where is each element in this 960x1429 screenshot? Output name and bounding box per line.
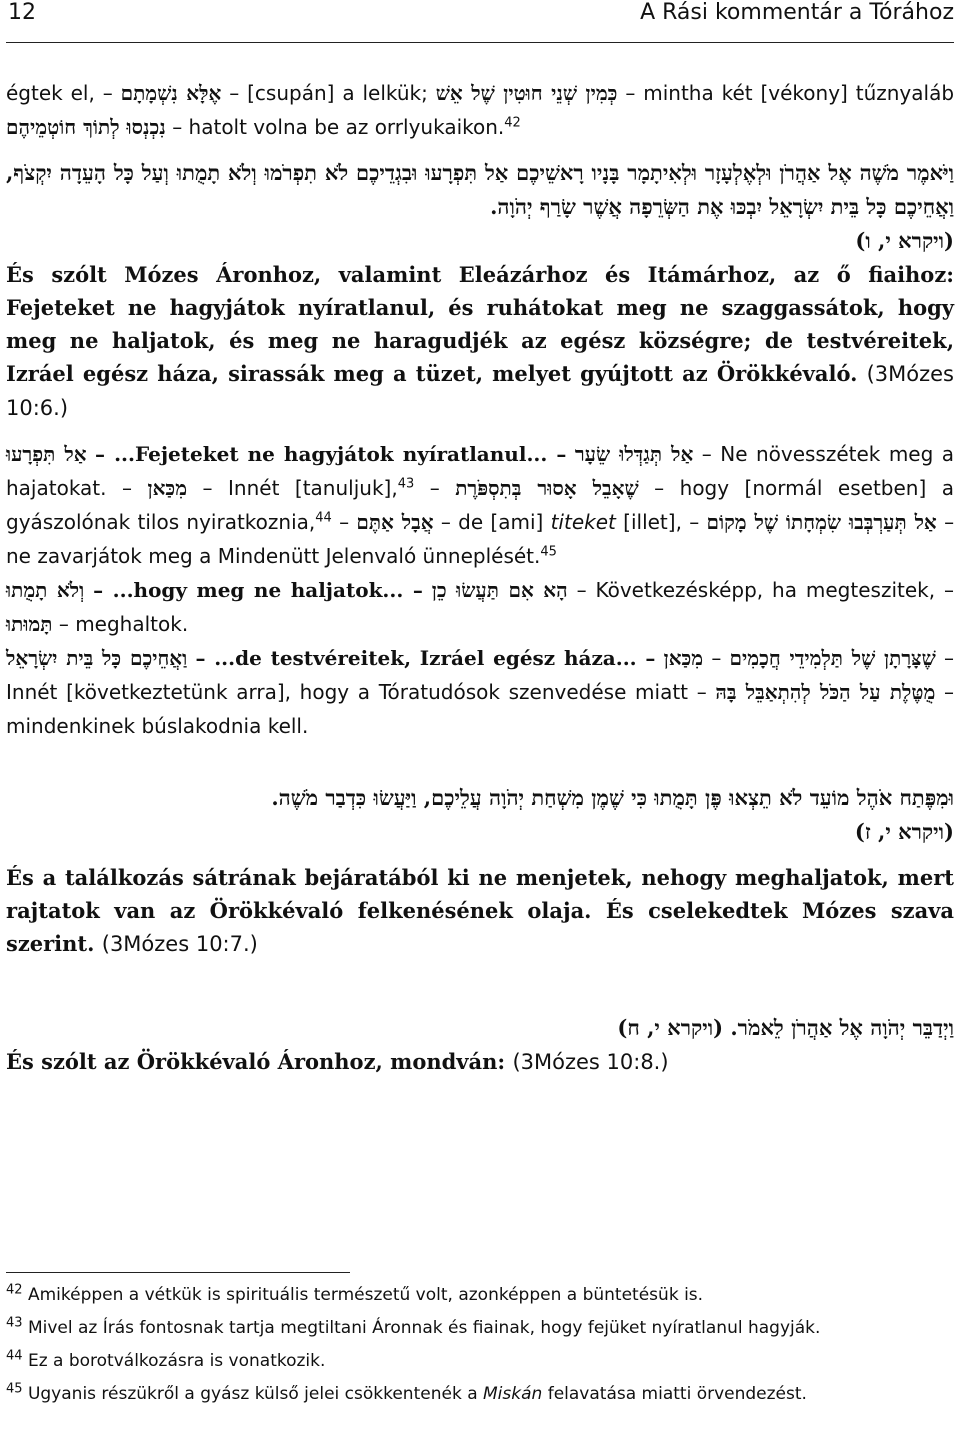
verse-8-hebrew: וַיְדַבֵּר יְהֹוָה אֶל אַהֲרֹן לֵאמֹר. (ויקרא י, ח) <box>617 1015 954 1040</box>
running-header <box>6 0 954 43</box>
verse-8-translation: És szólt az Örökkévaló Áronhoz, mondván: (3Mózes 10:8.) <box>6 1049 669 1074</box>
footnote-43: $^{43}$ Mivel az Írás fontosnak tartja megtiltani Áronnak és fiainak, hogy fejüket nyíratlanul hagyják. <box>6 1315 821 1338</box>
verse-6-ref: (ויקרא י, ו) <box>855 228 954 253</box>
footnote-ref: 42 <box>504 115 521 131</box>
verse-8-citation: (3Mózes 10:8.) <box>512 1050 669 1074</box>
footnotes <box>6 1272 954 1411</box>
comment-6b: וְלֹא תָמֻתוּ – ...hogy meg ne haljatok... – הָא אִם תַּעֲשׂוּ כֵן – Következésképp, ha megteszitek, – תָּמוּתוּ – meghaltok. <box>6 578 954 636</box>
footnote-44: $^{44}$ Ez a borotválkozásra is vonatkozik. <box>6 1348 326 1371</box>
hebrew-phrase: נִכְנְסוּ לְתוֹךְ חוֹטְמֵיהֶם <box>6 115 166 139</box>
running-title: A Rási kommentár a Tórához <box>640 0 954 25</box>
main-text <box>6 76 954 1079</box>
footnote-42: $^{42}$ Amiképpen a vétkük is spirituális természetű volt, azonképpen a büntetésük is. <box>6 1282 704 1305</box>
footnote-rule <box>6 1272 350 1273</box>
footnote-ref: 45 <box>540 544 557 560</box>
verse-7-citation: (3Mózes 10:7.) <box>101 932 258 956</box>
verse-6-hebrew: וַיֹּאמֶר מֹשֶׁה אֶל אַהֲרֹן וּלְאֶלְעָזָר וּלְאִיתָמָר בָּנָיו רָאשֵׁיכֶם אַל תִּפְרָעוּ וּבִגְדֵיכֶם לֹא תִפְרֹמוּ וְלֹא תָמֻתוּ וְעַל כָּל הָעֵדָה יִקְצֹף, וַאֲחֵיכֶם כָּל בֵּית יִשְׂרָאֵל יִבְכּוּ אֶת הַשְּׂרֵפָה אֲשֶׁר שָׂרַף יְהֹוָה. (ויקרא י, ו) <box>6 160 954 253</box>
page-number: 12 <box>8 0 36 25</box>
comment-6c: וַאֲחֵיכֶם כָּל בֵּית יִשְׂרָאֵל – ...de testvéreitek, Izráel egész háza... – מִכַּאן – שֶׁצָּרָתָן שֶׁל תַּלְמִידֵי חֲכָמִים – Innét [következtetünk arra], hogy a Tóratudósok szenvedése miatt – מֻטֶּלֶת עַל הַכֹּל לְהִתְאַבֵּל בָּהּ – mindenkinek búslakodnia kell. <box>6 646 955 738</box>
verse-8-ref: (ויקרא י, ח) <box>617 1015 724 1040</box>
hebrew-phrase: כְּמִין שְׁנֵי חוּטִין שֶׁל אֵשׁ <box>435 81 618 105</box>
verse-7-translation: És a találkozás sátrának bejáratából ki ne menjetek, nehogy meghaljatok, mert rajtatok van az Örökkévaló felkenésének olaja. És cselekedtek Mózes szava szerint. (3Mózes 10:7.) <box>6 865 954 956</box>
top-paragraph: égtek el, – אֶלָּא נִשְׁמָתָם – [csupán] a lelkük; כְּמִין שְׁנֵי חוּטִין שֶׁל אֵשׁ – mintha két [vékony] tűznyaláb נִכְנְסוּ לְתוֹךְ חוֹטְמֵיהֶם – hatolt volna be az orrlyukaikon.$^{42}$ <box>6 81 955 139</box>
verse-7-ref: (ויקרא י, ז) <box>854 819 954 844</box>
verse-6-translation: És szólt Mózes Áronhoz, valamint Eleázárhoz és Itámárhoz, az ő fiaihoz: Fejeteket ne hagyjátok nyíratlanul, és ruhátokat meg ne szaggassátok, hogy meg ne haljatok, és meg ne haragudjék az egész községre; de testvéreitek, Izráel egész háza, sirassák meg a tüzet, melyet gyújtott az Örökkévaló. (3Mózes 10:6.) <box>6 262 954 420</box>
hebrew-phrase: אֶלָּא נִשְׁמָתָם <box>120 81 222 105</box>
comment-6a: אַל תִּפְרָעוּ – ...Fejeteket ne hagyjátok nyíratlanul... – אַל תְּגַדְּלוּ שֵׂעָר – Ne növesszétek meg a hajatokat. – מִכַּאן – Innét [tanuljuk],$^{43}$ – שֶׁאָבֵל אָסוּר בְּתִסְפֹּרֶת – hogy [normál esetben] a gyászolónak tilos nyiratkoznia,$^{44}$ – אֲבָל אַתֶּם – de [ami] titeket [illet], – אַל תְּעַרְבְּבוּ שִׂמְחָתוֹ שֶׁל מָקוֹם – ne zavarjátok meg a Mindenütt Jelenvaló ünneplését.$^{45}$ <box>6 442 955 568</box>
verse-7-hebrew: וּמִפֶּתַח אֹהֶל מוֹעֵד לֹא תֵצְאוּ פֶּן תָּמֻתוּ כִּי שֶׁמֶן מִשְׁחַת יְהֹוָה עֲלֵיכֶם, וַיַּעֲשׂוּ כִּדְבַר מֹשֶׁה. (ויקרא י, ז) <box>271 785 954 844</box>
footnote-ref: 43 <box>397 476 415 492</box>
footnote-ref: 44 <box>315 510 332 526</box>
verse-6-citation: (3Mózes 10:6.) <box>6 362 954 420</box>
footnote-45: $^{45}$ Ugyanis részükről a gyász külső jelei csökkentenék a Miskán felavatása miatti örvendezést. <box>6 1381 807 1404</box>
